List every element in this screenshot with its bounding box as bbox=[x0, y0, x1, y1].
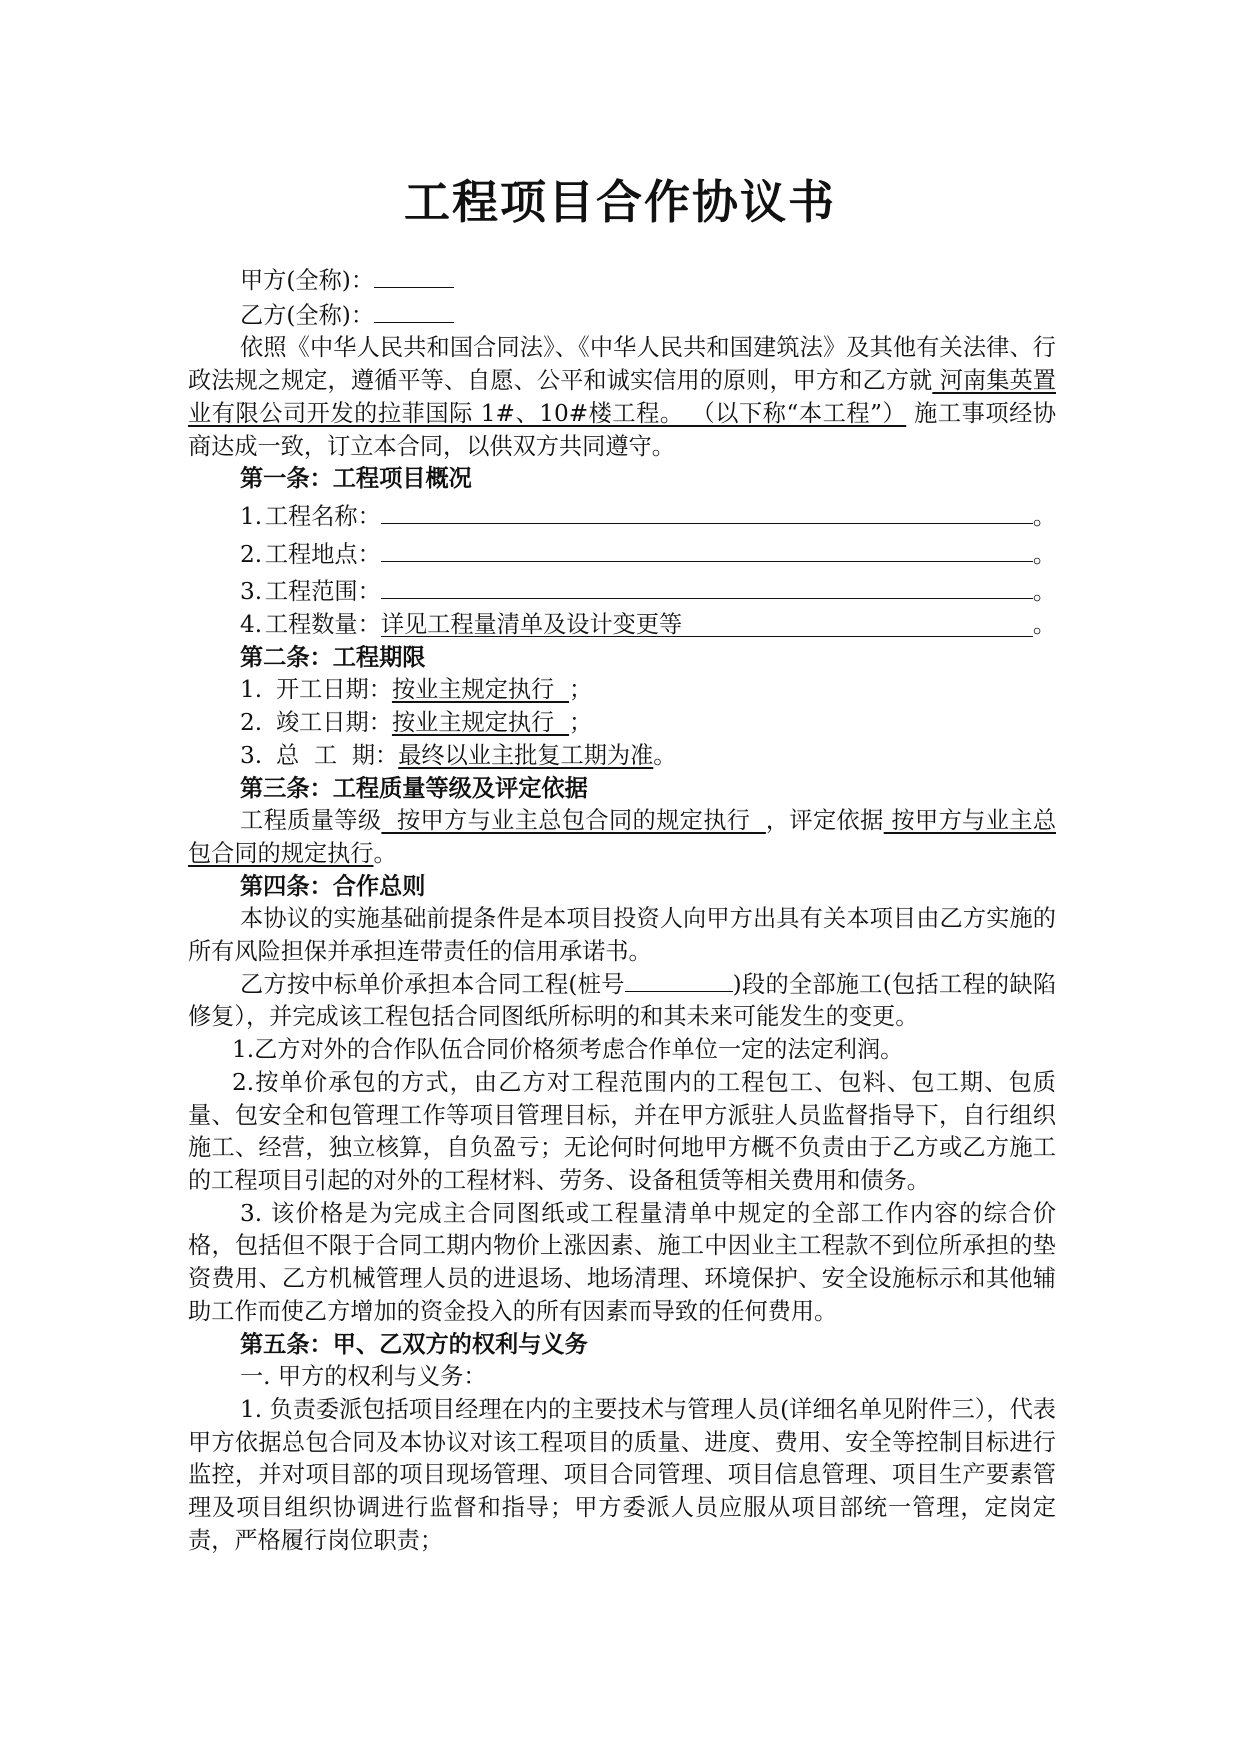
party-b-line bbox=[188, 298, 1056, 333]
item-label: 竣工日期： bbox=[276, 709, 392, 737]
item-number: 3. bbox=[240, 741, 263, 769]
party-a-blank bbox=[374, 263, 454, 288]
party-b-blank bbox=[374, 298, 454, 323]
item-label: 工程名称： bbox=[264, 502, 381, 530]
article3-heading: 第三条：工程质量等级及评定依据 bbox=[240, 774, 588, 802]
article5-item-1: 1. 负责委派包括项目经理在内的主要技术与管理人员(详细名单见附件三），代表甲方依据总包合同及本协议对该工程项目的质量、进度、费用、安全等控制目标进行监控，并对项目部的项目现场管理、项目合同管理、项目信息管理、项目生产要素管理及项目组织协调进行监督和指导；甲方委派人员应服从项目部统一管理，定岗定责，严格履行岗位职责； bbox=[188, 1395, 1056, 1554]
item-value: 详见工程量清单及设计变更等 bbox=[381, 609, 1033, 637]
item-value-blank bbox=[381, 534, 1033, 562]
paragraph-end: 。 bbox=[373, 839, 397, 867]
article4-item-1: 1.乙方对外的合作队伍合同价格须考虑合作单位一定的法定利润。 bbox=[232, 1036, 904, 1064]
item-value-blank bbox=[381, 496, 1033, 524]
item-number: 1. bbox=[240, 676, 263, 704]
item-end: 。 bbox=[653, 741, 677, 769]
item-label: 工程地点： bbox=[264, 540, 381, 568]
page-title: 工程项目合作协议书 bbox=[404, 175, 836, 229]
list-item bbox=[188, 740, 1056, 773]
intro-paragraph bbox=[188, 332, 1056, 463]
item-value-blank bbox=[381, 571, 1033, 599]
item-value: 按业主规定执行 bbox=[391, 709, 569, 737]
article3-paragraph bbox=[188, 805, 1056, 870]
item-end: 。 bbox=[1032, 611, 1056, 639]
document-body bbox=[188, 263, 1056, 1557]
text: )段的全部施工(包括工程的缺陷修复），并完成该工程包括合同图纸所标明的和其未来可能发生的变更。 bbox=[188, 970, 1057, 1031]
item-number: 2. bbox=[240, 709, 263, 737]
list-item bbox=[188, 609, 1056, 642]
article2-heading: 第二条：工程期限 bbox=[240, 643, 426, 671]
item-label: 开工日期： bbox=[276, 676, 392, 704]
item-value: 最终以业主批复工期为准 bbox=[398, 741, 654, 769]
quality-grade-value: 按甲方与业主总包合同的规定执行 bbox=[381, 807, 766, 835]
item-number: 1. bbox=[240, 502, 263, 530]
article4-paragraph-2 bbox=[188, 969, 1056, 1034]
item-number: 2. bbox=[240, 540, 263, 568]
item-end: ； bbox=[569, 709, 593, 737]
article5-subheading: 一. 甲方的权利与义务： bbox=[240, 1363, 487, 1391]
intro-text: 依照《中华人民共和国合同法》、《中华人民共和国建筑法》及其他有关法律、行政法规之规定，遵循平等、自愿、公平和诚实信用的原则，甲方和乙方就 bbox=[188, 334, 1056, 395]
party-a-line bbox=[188, 263, 1056, 298]
item-end: 。 bbox=[1032, 578, 1056, 606]
article4-item-2: 2.按单价承包的方式，由乙方对工程范围内的工程包工、包料、包工期、包质量、包安全和包管理工作等项目管理目标，并在甲方派驻人员监督指导下，自行组织施工、经营，独立核算，自负盈亏；无论何时何地甲方概不负责由于乙方或乙方施工的工程项目引起的对外的工程材料、劳务、设备租赁等相关费用和债务。 bbox=[188, 1068, 1056, 1194]
list-item bbox=[188, 674, 1056, 707]
item-value: 按业主规定执行 bbox=[391, 676, 569, 704]
quality-grade-label: 工程质量等级 bbox=[240, 807, 382, 835]
list-item bbox=[188, 707, 1056, 740]
item-end: 。 bbox=[1032, 502, 1056, 530]
item-label: 工程数量： bbox=[264, 611, 381, 639]
item-number: 3. bbox=[240, 578, 263, 606]
text: 乙方按中标单价承担本合同工程(桩号 bbox=[240, 970, 625, 998]
article5-heading: 第五条：甲、乙双方的权利与义务 bbox=[240, 1330, 588, 1358]
article1-heading: 第一条：工程项目概况 bbox=[240, 465, 472, 493]
item-label: 工程范围： bbox=[264, 578, 381, 606]
list-item bbox=[188, 534, 1056, 572]
item-end: 。 bbox=[1032, 540, 1056, 568]
quality-basis-value: 按甲方与业主总包合同的规定执行 bbox=[188, 807, 1057, 867]
list-item bbox=[188, 496, 1056, 534]
article4-heading: 第四条：合作总则 bbox=[240, 872, 426, 900]
article2-items bbox=[188, 674, 1056, 772]
article4-paragraph-1: 本协议的实施基础前提条件是本项目投资人向甲方出具有关本项目由乙方实施的所有风险担保并承担连带责任的信用承诺书。 bbox=[188, 905, 1056, 966]
intro-project-name: 河南集英置业有限公司开发的拉菲国际 1#、10#楼工程。 （以下称“本工程”） bbox=[188, 367, 1056, 427]
party-b-label: 乙方(全称)： bbox=[240, 301, 375, 329]
article1-items bbox=[188, 496, 1056, 642]
article4-item-3: 3. 该价格是为完成主合同图纸或工程量清单中规定的全部工作内容的综合价格，包括但不限于合同工期内物价上涨因素、施工中因业主工程款不到位所承担的垫资费用、乙方机械管理人员的进退场、地场清理、环境保护、安全设施标示和其他辅助工作而使乙方增加的资金投入的所有因素而导致的任何费用。 bbox=[188, 1199, 1056, 1325]
quality-basis-label: ，评定依据 bbox=[765, 807, 884, 835]
item-label: 总 工 期： bbox=[276, 741, 399, 769]
item-end: ； bbox=[569, 676, 593, 704]
intro-text-end: 施工事项经协商达成一致，订立本合同，以供双方共同遵守。 bbox=[188, 399, 1057, 460]
item-number: 4. bbox=[240, 611, 263, 639]
party-a-label: 甲方(全称)： bbox=[240, 267, 375, 294]
pile-number-blank bbox=[625, 969, 733, 992]
list-item bbox=[188, 571, 1056, 609]
